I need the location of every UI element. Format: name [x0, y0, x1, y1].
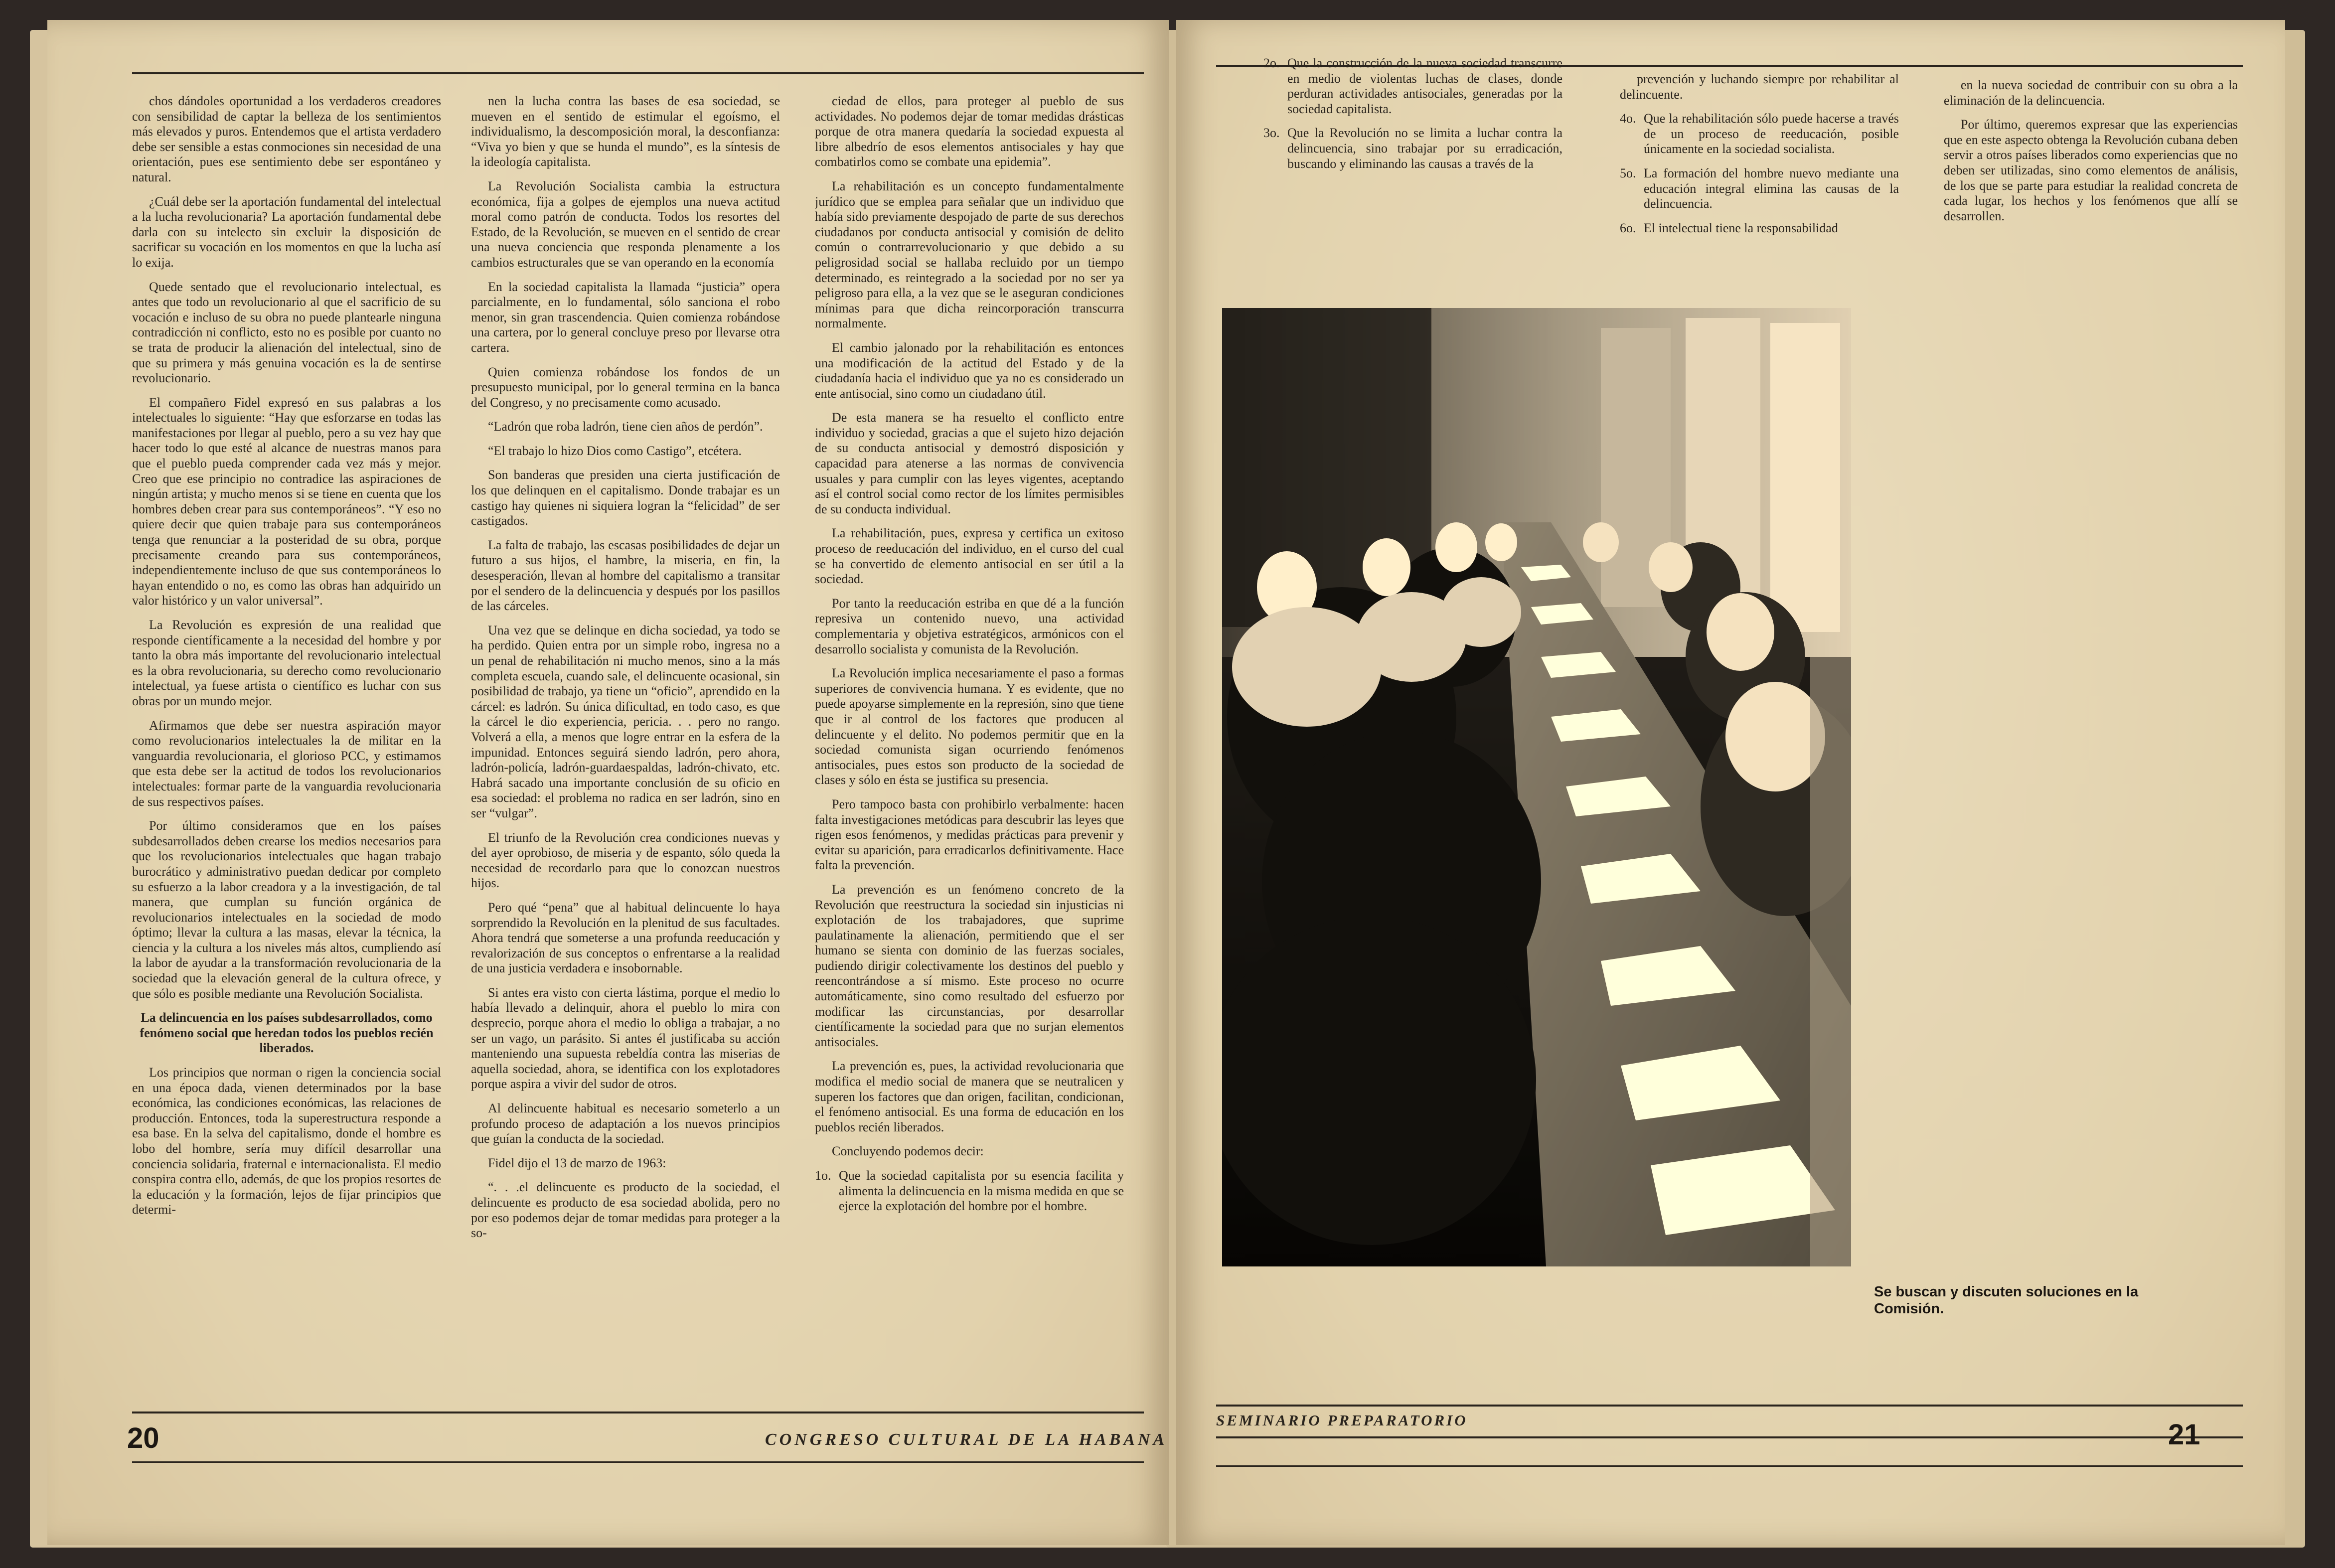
numbered-conclusion: [1263, 126, 1562, 171]
running-title: CONGRESO CULTURAL DE LA HABANA: [765, 1430, 1168, 1449]
meeting-photo: [1222, 308, 1851, 1266]
conclusion-number: 5o.: [1620, 165, 1636, 180]
meeting-photo-illustration: [1222, 308, 1851, 1266]
left-column-2: [471, 94, 780, 1395]
paragraph: En la sociedad capitalista la llamada “justicia” opera parcialmente, en lo fundamental, sólo sanciona el robo menor, sin gran trascendencia. Quien comienza robándose una cartera, por lo general concluye preso por llevarse otra cartera.: [471, 279, 780, 355]
paragraph: Quede sentado que el revolucionario intelectual, es antes que todo un revolucionario al que el sacrificio de su vocación e incluso de su obra no puede plantearle ninguna contradicción ni conflicto, esto no es posible por cuanto no se trata de producir la alienación del intelectual, sino de que su primera y más genuina vocación es la de sentirse revolucionario.: [132, 279, 441, 386]
page-number: 20: [127, 1422, 159, 1454]
paragraph: El compañero Fidel expresó en sus palabras a los intelectuales lo siguiente: “Hay que esforzarse en todas las manifestaciones por llegar al pueblo, pero a su vez hay que hacer todo lo que esté al alcance de nuestras manos para que el pueblo pueda comprender cada vez más y mejor. Creo que ese principio no contradice las aspiraciones de ningún artista; y mucho menos si se tiene en cuenta que los hombres deben crear para sus contemporáneos”. “Y eso no quiere decir que quien trabaje para sus contemporáneos tenga que renunciar a la posteridad de su obra, porque precisamente creando para sus contemporáneos, independientemente incluso de que sus contemporáneos lo hayan entendido o no, es como las obras han adquirido un valor histórico y un valor universal”.: [132, 395, 441, 608]
running-title: SEMINARIO PREPARATORIO: [1216, 1411, 1468, 1429]
left-column-3: [815, 94, 1124, 1395]
conclusion-text: El intelectual tiene la responsabilidad: [1644, 220, 1838, 235]
paragraph: prevención y luchando siempre por rehabilitar al delincuente.: [1620, 72, 1899, 102]
conclusion-number: 4o.: [1620, 111, 1636, 126]
footer-rule-bottom: [132, 1461, 1144, 1463]
paragraph: Por tanto la reeducación estriba en que dé a la función represiva un contenido nuevo, una actividad complementaria y objetiva estratégicos, armónicos con el desarrollo socialista y comunista de la Revolución.: [815, 596, 1124, 656]
paragraph: El triunfo de la Revolución crea condiciones nuevas y del ayer oprobioso, de miseria y de espanto, sólo queda la necesidad de recordarlo para que lo conozcan nuestros hijos.: [471, 830, 780, 891]
paragraph: Son banderas que presiden una cierta justificación de los que delinquen en el capitalismo. Donde trabajar es un castigo hay quienes ni siquiera logran la “felicidad” de ser castigados.: [471, 468, 780, 528]
paragraph: Fidel dijo el 13 de marzo de 1963:: [488, 1155, 666, 1170]
footer-rule-bottom: [1216, 1465, 2243, 1467]
conclusion-text: Que la construcción de la nueva sociedad transcurre en medio de violentas luchas de clases, donde perduran actividades antisociales, generadas por la sociedad capitalista.: [1287, 56, 1562, 116]
paragraph: La falta de trabajo, las escasas posibilidades de dejar un futuro a sus hijos, el hambre, la miseria, en fin, la desesperación, llevan al hombre del capitalismo a transitar por el sendero de la delincuencia y después por los pasillos de las cárceles.: [471, 537, 780, 614]
conclusion-number: 2o.: [1263, 56, 1280, 70]
numbered-conclusion: [1263, 56, 1562, 117]
conclusion-number: 6o.: [1620, 220, 1636, 235]
conclusion-text: Que la sociedad capitalista por su esencia facilita y alimenta la delincuencia en la misma medida en que se ejerce la explotación del hombre por el hombre.: [839, 1168, 1124, 1214]
paragraph: Los principios que norman o rigen la conciencia social en una época dada, vienen determinados por la base económica, las condiciones económicas, las relaciones de producción. Entonces, toda la superestructura responde a esa base. En la selva del capitalismo, donde el hombre es lobo del hombre, sería muy difícil desarrollar una conciencia solidaria, fraternal e internacionalista. El medio conspira contra ello, además, de que los propios resortes de la educación y la formación, lejos de fijar principios que determi-: [132, 1065, 441, 1217]
right-column-1: [1263, 56, 1562, 265]
top-rule: [132, 72, 1144, 74]
footer-rule-top: [132, 1411, 1144, 1413]
paragraph: chos dándoles oportunidad a los verdaderos creadores con sensibilidad de captar la belleza de los sentimientos más elevados y puros. Entendemos que el artista verdadero debe ser sensible a estas conmociones sin necesidad de una orientación, pues ese sentimiento debe ser espontáneo y natural.: [132, 94, 441, 184]
paragraph: en la nueva sociedad de contribuir con su obra a la eliminación de la delincuencia.: [1944, 78, 2238, 108]
numbered-conclusion: [815, 1168, 1124, 1214]
paragraph: “El trabajo lo hizo Dios como Castigo”, etcétera.: [488, 443, 742, 458]
paragraph: La rehabilitación es un concepto fundamentalmente jurídico que se emplea para señalar que un individuo que había sido previamente despojado de parte de sus derechos ciudadanos por conducta antisocial y comisión de delito común o contrarrevolucionario y que debido a su peligrosidad social se hallaba recluido por un tiempo determinado, es reintegrado a la sociedad por no ser ya peligroso para ella, a la vez que se le aseguran condiciones mínimas para que dicha reincorporación transcurra normalmente.: [815, 178, 1124, 331]
right-page: [1176, 20, 2285, 1545]
conclusion-number: 1o.: [815, 1168, 831, 1183]
footer-rule-top: [1216, 1405, 2243, 1407]
paragraph: Quien comienza robándose los fondos de un presupuesto municipal, por lo general termina en la banca del Congreso, y no precisamente como acusado.: [471, 364, 780, 410]
left-page: [47, 20, 1169, 1545]
numbered-conclusion: [1620, 111, 1899, 157]
conclusion-text: Que la rehabilitación sólo puede hacerse a través de un proceso de reeducación, posible únicamente en la sociedad socialista.: [1644, 111, 1899, 157]
paragraph: Pero tampoco basta con prohibirlo verbalmente: hacen falta investigaciones metódicas para descubrir las leyes que rigen esos fenómenos, y medidas prácticas para prevenir y evitar su aparición, para erradicarlos definitivamente. Hace falta la prevención.: [815, 796, 1124, 873]
paragraph: ¿Cuál debe ser la aportación fundamental del intelectual a la lucha revolucionaria? La aportación fundamental debe darla con su intelecto sin excluir la disposición de sacrificar su vocación en los momentos en que la lucha así lo exija.: [132, 194, 441, 270]
conclusion-text: La formación del hombre nuevo mediante una educación integral elimina las causas de la delincuencia.: [1644, 165, 1899, 211]
paragraph: La prevención es un fenómeno concreto de la Revolución que reestructura la sociedad sin injusticias ni explotación de los trabajadores, que suprime paulatinamente la alienación, permitiendo que el ser humano se sienta con dominio de las fuerzas sociales, pudiendo dirigir colectivamente los destinos del pueblo y reencontrándose a sí mismo. Este proceso no ocurre automáticamente, sino como resultado del esfuerzo por modificar las circunstancias, por desarrollar científicamente la sociedad para que no surjan elementos antisociales.: [815, 882, 1124, 1049]
paragraph: Una vez que se delinque en dicha sociedad, ya todo se ha perdido. Quien entra por un simple robo, ingresa no a un penal de rehabilitación ni mucho menos, sino a la más completa escuela, cuando sale, el delincuente ocasional, sin posibilidad de trabajo, ya tiene un “oficio”, aprendido en la cárcel: es ladrón. Su única dificultad, en todo caso, es que la cárcel le dio experiencia, pericia. . . pero no rango. Volverá a ella, a menos que logre entrar en la esfera de la impunidad. Entonces seguirá siendo ladrón, pero ahora, ladrón-policía, ladrón-guardaespaldas, ladrón-chivato, etc. Habrá sacado una importante conclusión de su oficio en esa sociedad: el problema no radica en ser ladrón, sino en ser “vulgar”.: [471, 623, 780, 820]
conclusion-number: 3o.: [1263, 126, 1280, 141]
paragraph: De esta manera se ha resuelto el conflicto entre individuo y sociedad, gracias a que el sujeto hizo dejación de su conducta antisocial y demostró disposición y capacidad para atenerse a las normas de convivencia usuales y para cumplir con las leyes vigentes, aceptando así el control social como rector de los límites permisibles de su conducta individual.: [815, 410, 1124, 516]
paragraph: La Revolución Socialista cambia la estructura económica, fija a golpes de ejemplos una nueva actitud moral como patrón de conducta. Todos los resortes del Estado, de la Revolución, se mueven en el sentido de crear una nueva conciencia que responda plenamente a los cambios estructurales que se van operando en la economía: [471, 178, 780, 270]
paragraph: Afirmamos que debe ser nuestra aspiración mayor como revolucionarios intelectuales la de militar en la vanguardia revolucionaria, el glorioso PCC, y estimamos que esta debe ser la actitud de todos los revolucionarios intelectuales: formar parte de la vanguardia revolucionaria de sus respectivos países.: [132, 718, 441, 809]
paragraph: La prevención es, pues, la actividad revolucionaria que modifica el medio social de manera que se neutralicen y superen los factores que dan origen, facilitan, condicionan, el fenómeno antisocial. Es una forma de educación en los pueblos recién liberados.: [815, 1059, 1124, 1134]
paragraph: “Ladrón que roba ladrón, tiene cien años de perdón”.: [488, 419, 763, 434]
paragraph: “. . .el delincuente es producto de la sociedad, el delincuente es producto de esa sociedad abolida, pero no por eso podemos dejar de tomar medidas para proteger a la so-: [471, 1180, 780, 1241]
paragraph: El cambio jalonado por la rehabilitación es entonces una modificación de la actitud del Estado y de la ciudadanía hacia el individuo que ya no es considerado un ente antisocial, sino como un ciudadano útil.: [815, 340, 1124, 401]
numbered-conclusion: [1620, 221, 1899, 236]
left-column-1: [132, 94, 441, 1395]
conclusion-text: Que la Revolución no se limita a luchar contra la delincuencia, sino trabajar por su erradicación, buscando y eliminando las causas a través de la: [1287, 126, 1562, 171]
paragraph: Al delincuente habitual es necesario someterlo a un profundo proceso de adaptación a los nuevos principios que guían la conducta de la sociedad.: [471, 1101, 780, 1146]
paragraph: nen la lucha contra las bases de esa sociedad, se mueven en el sentido de estimular el egoísmo, el individualismo, la descomposición moral, la desconfianza: “Viva yo bien y que se hunda el mundo”, es la síntesis de la ideología capitalista.: [471, 94, 780, 169]
paragraph: Por último consideramos que en los países subdesarrollados deben crearse los medios necesarios para que los revolucionarios intelectuales que hagan trabajo burocrático y administrativo puedan dedicar por completo su esfuerzo a la labor creadora y a la investigación, de tal manera, que cumplan su función orgánica de revolucionarios intelectuales en la sociedad de modo óptimo; llevar la cultura a las masas, elevar la técnica, la ciencia y la cultura a los niveles más altos, cumpliendo así la labor de ayudar a la transformación revolucionaria de la sociedad que la elevación general de la cultura ofrece, y que sólo es posible mediante una Revolución Socialista.: [132, 818, 441, 1001]
right-column-2: [1620, 72, 1899, 281]
paragraph: Concluyendo podemos decir:: [832, 1144, 984, 1159]
paragraph: La rehabilitación, pues, expresa y certifica un exitoso proceso de reeducación del individuo, en el curso del cual se ha convertido de elemento antisocial en ser útil a la sociedad.: [815, 526, 1124, 587]
numbered-conclusion: [1620, 166, 1899, 212]
right-column-3: [1944, 78, 2238, 287]
section-heading: La delincuencia en los países subdesarrollados, como fenómeno social que heredan todos los pueblos recién liberados.: [140, 1010, 434, 1056]
paragraph: La Revolución implica necesariamente el paso a formas superiores de convivencia humana. Y es evidente, que no puede apoyarse simplemente en la represión, sino que tiene que ir al control de los factores que producen al delincuente y el delito. No podemos permitir que en la sociedad comunista sigan ocurriendo fenómenos antisociales, pues estos son producto de la sociedad de clases y sólo en ésta se justifica su presencia.: [815, 666, 1124, 787]
photo-caption: Se buscan y discuten soluciones en la Comisión.: [1874, 1284, 2139, 1317]
paragraph: La Revolución es expresión de una realidad que responde científicamente a la necesidad del hombre y por tanto la obra más importante del revolucionario intelectual es la obra revolucionaria, su derecho como revolucionario intelectual, ya fuese artista o científico es luchar con sus obras por un mundo mejor.: [132, 618, 441, 708]
paragraph: Si antes era visto con cierta lástima, porque el medio lo había llevado a delinquir, ahora el pueblo lo mira con desprecio, porque ahora el medio lo obliga a trabajar, a no ser un vago, un parásito. Si antes él justificaba su acción manteniendo una supuesta rebeldía contra las miserias de aquella sociedad, ahora, se identifica con los explotadores porque aspira a vivir del sudor de otros.: [471, 985, 780, 1092]
paragraph: Por último, queremos expresar que las experiencias que en este aspecto obtenga la Revolución cubana deben servir a otros países liberados como experiencias que no deben ser utilizadas, sino como elementos de análisis, de los que se parte para estudiar la realidad concreta de cada lugar, los hechos y los fenómenos que allí se desarrollen.: [1944, 117, 2238, 223]
footer-rule-mid: [1216, 1436, 2243, 1438]
paragraph: Pero qué “pena” que al habitual delincuente lo haya sorprendido la Revolución en la plenitud de sus facultades. Ahora tendrá que someterse a una profunda reeducación y revalorización de sus conceptos o enfrentarse a la realidad de una justicia verdadera e insobornable.: [471, 900, 780, 976]
page-number: 21: [2168, 1418, 2200, 1451]
paragraph: ciedad de ellos, para proteger al pueblo de sus actividades. No podemos dejar de tomar medidas drásticas porque de otra manera quedaría la sociedad expuesta al libre albedrío de esos elementos antisociales y hay que combatirlos como se combate una epidemia”.: [815, 94, 1124, 169]
